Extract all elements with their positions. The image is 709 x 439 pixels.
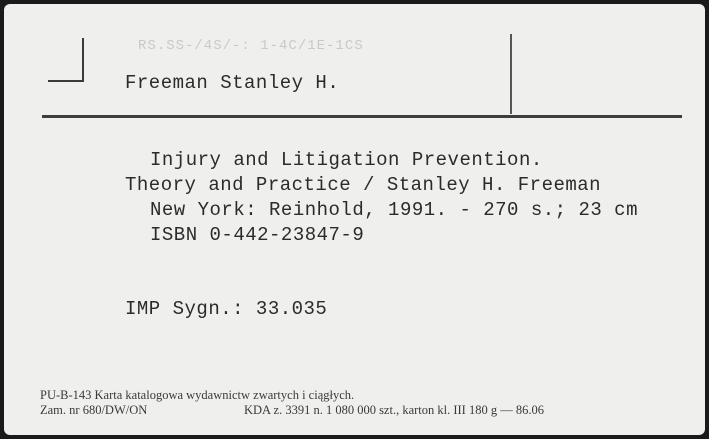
faint-stamp: RS.SS-/4S/-: 1-4C/1E-1CS [138, 38, 364, 54]
imprint-line: New York: Reinhold, 1991. - 270 s.; 23 cm [150, 199, 638, 221]
heading-right-rule [510, 34, 512, 114]
title-continuation-line: Theory and Practice / Stanley H. Freeman [125, 174, 602, 196]
call-number: IMP Sygn.: 33.035 [125, 298, 328, 320]
card-order-number: Zam. nr 680/DW/ON [40, 403, 148, 417]
card-print-details: KDA z. 3391 n. 1 080 000 szt., karton kl. III 180 g — 86.06 [244, 403, 544, 417]
catalog-card [4, 4, 705, 435]
isbn-line: ISBN 0-442-23847-9 [150, 224, 365, 246]
heading-bracket-vertical [82, 38, 84, 82]
card-form-footer: PU-B-143 Karta katalogowa wydawnictw zwartych i ciągłych. [40, 388, 355, 402]
author-heading: Freeman Stanley H. [125, 72, 340, 94]
title-line: Injury and Litigation Prevention. [150, 149, 543, 171]
heading-separator [42, 115, 682, 118]
heading-bracket-horizontal [48, 80, 84, 82]
